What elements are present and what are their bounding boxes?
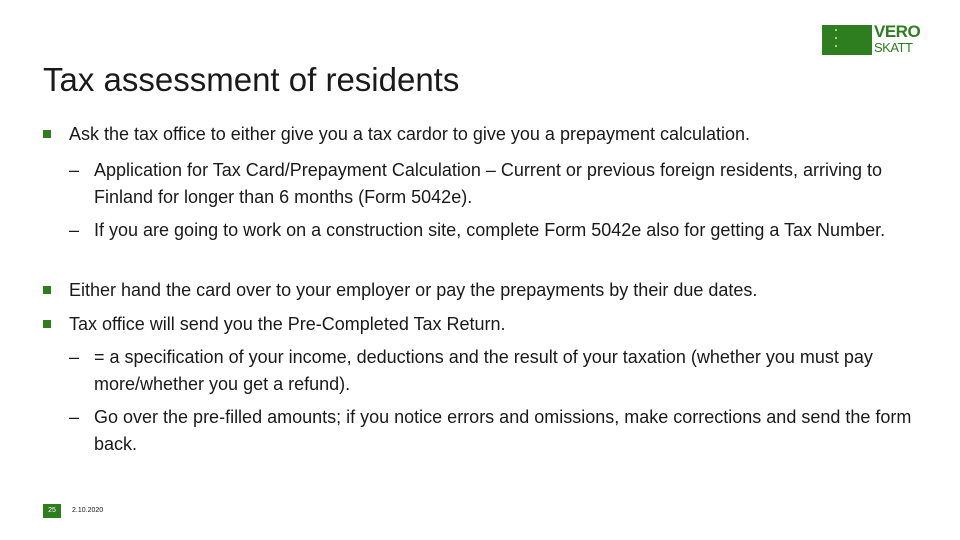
dash-marker: –	[69, 220, 80, 240]
slide-title: Tax assessment of residents	[43, 61, 460, 98]
logo-emblem	[822, 25, 872, 55]
footer-date: 2.10.2020	[72, 507, 104, 514]
vero-skatt-logo	[822, 22, 921, 55]
dash-marker: –	[69, 407, 80, 427]
sub-bullet-item: If you are going to work on a construction site, complete Form 5042e also for getting a Tax Number.	[94, 220, 886, 240]
sub-bullet-item: Application for Tax Card/Prepayment Calculation – Current or previous foreign residents, arriving to Finland for longer than 6 months (Form 5042e).	[94, 160, 883, 207]
logo-text-vero: VERO	[874, 22, 921, 41]
bullet-item: Tax office will send you the Pre-Completed Tax Return.	[69, 314, 506, 334]
bullet-item: Either hand the card over to your employer or pay the prepayments by their due dates.	[69, 280, 758, 300]
bullet-square-icon	[43, 130, 51, 138]
bullet-square-icon	[43, 286, 51, 294]
sub-bullet-item: Go over the pre-filled amounts; if you notice errors and omissions, make corrections and send the form back.	[94, 407, 912, 454]
bullet-item: Ask the tax office to either give you a tax cardor to give you a prepayment calculation.	[69, 124, 751, 144]
page-number-badge: 25	[43, 504, 61, 518]
dash-marker: –	[69, 347, 80, 367]
logo-text-skatt: SKATT	[874, 40, 913, 55]
bullet-square-icon	[43, 320, 51, 328]
dash-marker: –	[69, 160, 80, 180]
sub-bullet-item: = a specification of your income, deductions and the result of your taxation (whether you must pay more/whether you get a refund).	[94, 347, 873, 394]
